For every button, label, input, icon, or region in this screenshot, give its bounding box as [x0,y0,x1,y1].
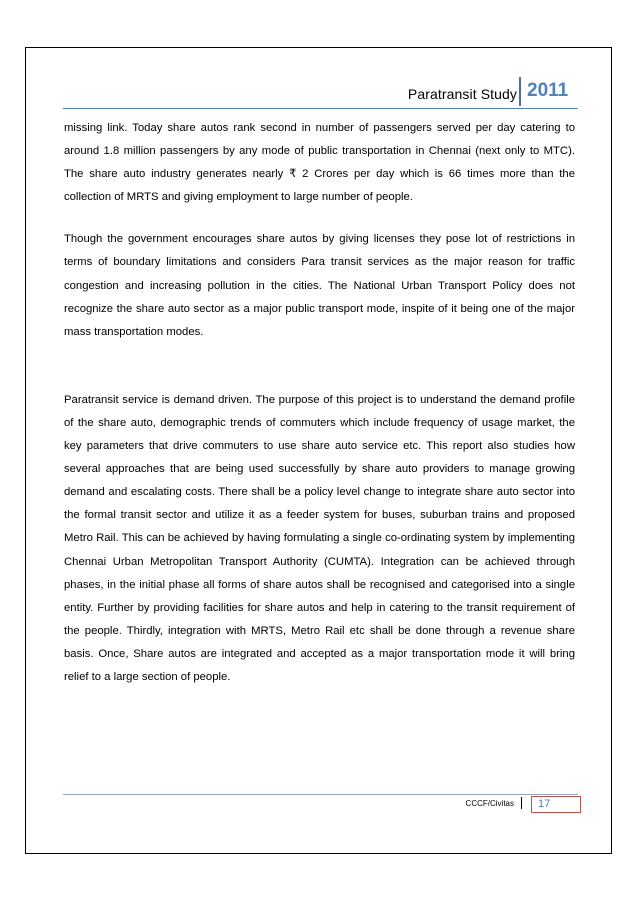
header-title: Paratransit Study [407,86,517,102]
body-text [64,117,575,689]
header-rule [63,108,578,109]
paragraph-spacer [64,209,575,228]
footer-rule [63,794,578,795]
paragraph-spacer [64,344,575,389]
page-number-box [531,796,581,813]
paragraph-2: Though the government encourages share autos by giving licenses they pose lot of restrictions in terms of boundary limitations and considers Para transit services as the major reason for traffic congestion and increasing pollution in the cities. The National Urban Transport Policy does not recognize the share auto sector as a major public transport mode, inspite of it being one of the major mass transportation modes. [64,233,575,338]
paragraph-3: Paratransit service is demand driven. The purpose of this project is to understand the demand profile of the share auto, demographic trends of commuters which include frequency of usage market, the key parameters that drive commuters to use share auto service etc. This report also studies how several approaches that are being used successfully by share auto providers to manage growing demand and escalating costs. There shall be a policy level change to integrate share auto sector into the formal transit sector and utilize it as a feeder system for buses, suburban trains and proposed Metro Rail. This can be achieved by having formulating a single co-ordinating system by implementing Chennai Urban Metropolitan Transport Authority (CUMTA). Integration can be achieved through phases, in the initial phase all forms of share autos shall be recognised and categorised into a single entity. Further by providing facilities for share autos and help in catering to the transit requirement of the people. Thirdly, integration with MRTS, Metro Rail etc shall be done through a revenue share basis. Once, Share autos are integrated and accepted as a major transportation mode it will bring relief to a large section of people. [64,393,575,683]
header-divider [519,77,521,106]
page-number: 17 [538,798,551,810]
paragraph-1: missing link. Today share autos rank second in number of passengers served per day catering to around 1.8 million passengers by any mode of public transportation in Chennai (next only to MTC). The share auto industry generates nearly ₹ 2 Crores per day which is 66 times more than the collection of MRTS and giving employment to large number of people. [64,122,575,204]
header-year: 2011 [527,80,569,101]
footer-divider [521,797,522,809]
page-header [0,77,638,109]
footer-org: CCCF/Civitas [465,799,514,808]
